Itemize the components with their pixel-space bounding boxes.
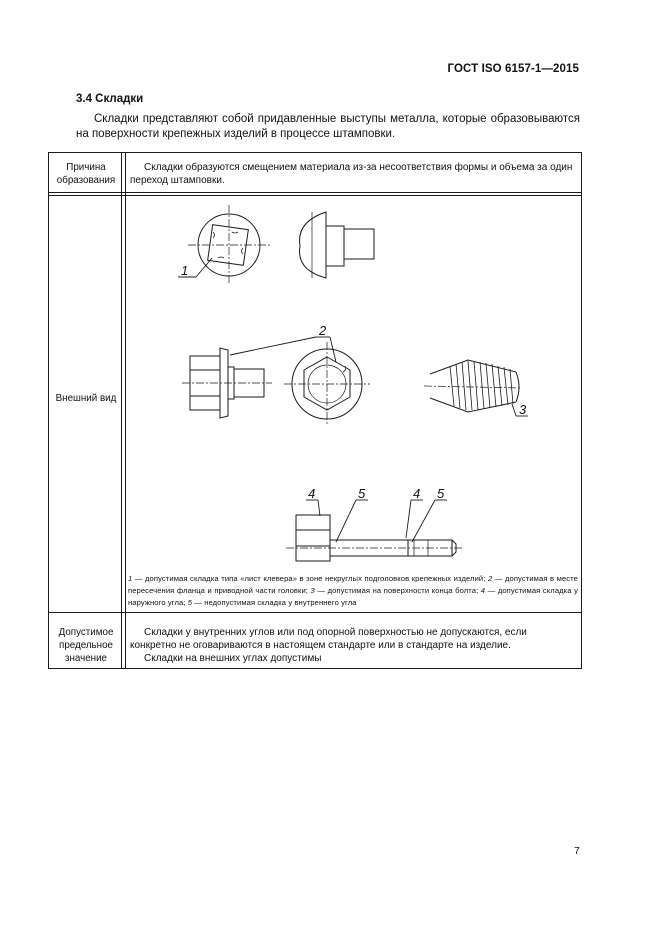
drawing-flange-bolt-side bbox=[182, 348, 272, 418]
drawing-thread-end bbox=[424, 360, 522, 412]
row-label-cause: Причина образования bbox=[56, 162, 116, 186]
callout-5: 5 bbox=[358, 486, 366, 501]
callout-leaders bbox=[178, 258, 528, 542]
row-label-appearance: Внешний вид bbox=[55, 393, 117, 404]
drawing-head-side-view bbox=[300, 212, 374, 278]
figure-caption: 1 — допустимая складка типа «лист клевера» в зоне некруглых подголовков крепежных изделий; 2 — допустимая в месте пересечения фланца и приводной части головки; 3 — допустимая на поверхности конца болта; 4 — допустимая складка у наружного угла; 5 — недопустимая складка у внутреннего угла bbox=[128, 574, 578, 607]
row-label-limit: Допустимое предельное значение bbox=[58, 627, 114, 664]
drawing-head-top-view bbox=[188, 205, 270, 285]
row-text-cause: Складки образуются смещением материала из-за несоответствия формы и объема за один переход штамповки. bbox=[130, 162, 573, 186]
section-intro: Складки представляют собой придавленные выступы металла, которые образовываются на поверхности крепежных изделий в процессе штамповки. bbox=[76, 113, 580, 140]
row-text-limit: Складки у внутренних углов или под опорной поверхностью не допускаются, если конкретно не оговариваются в настоящем стандарте или в стандарте на изделие. Складки на внешних углах допустимы bbox=[130, 627, 527, 664]
section-title: 3.4 Складки bbox=[76, 93, 144, 105]
drawing-flange-bolt-top bbox=[284, 342, 370, 426]
page-number: 7 bbox=[574, 845, 580, 857]
callout-4: 4 bbox=[308, 486, 316, 501]
callout-2: 2 bbox=[319, 323, 327, 338]
callout-5b: 5 bbox=[437, 486, 445, 501]
callout-4b: 4 bbox=[413, 486, 421, 501]
callout-3: 3 bbox=[519, 402, 527, 417]
callout-1: 1 bbox=[181, 263, 189, 278]
standard-designation: ГОСТ ISO 6157-1—2015 bbox=[447, 63, 579, 75]
drawing-hex-bolt bbox=[286, 515, 464, 561]
